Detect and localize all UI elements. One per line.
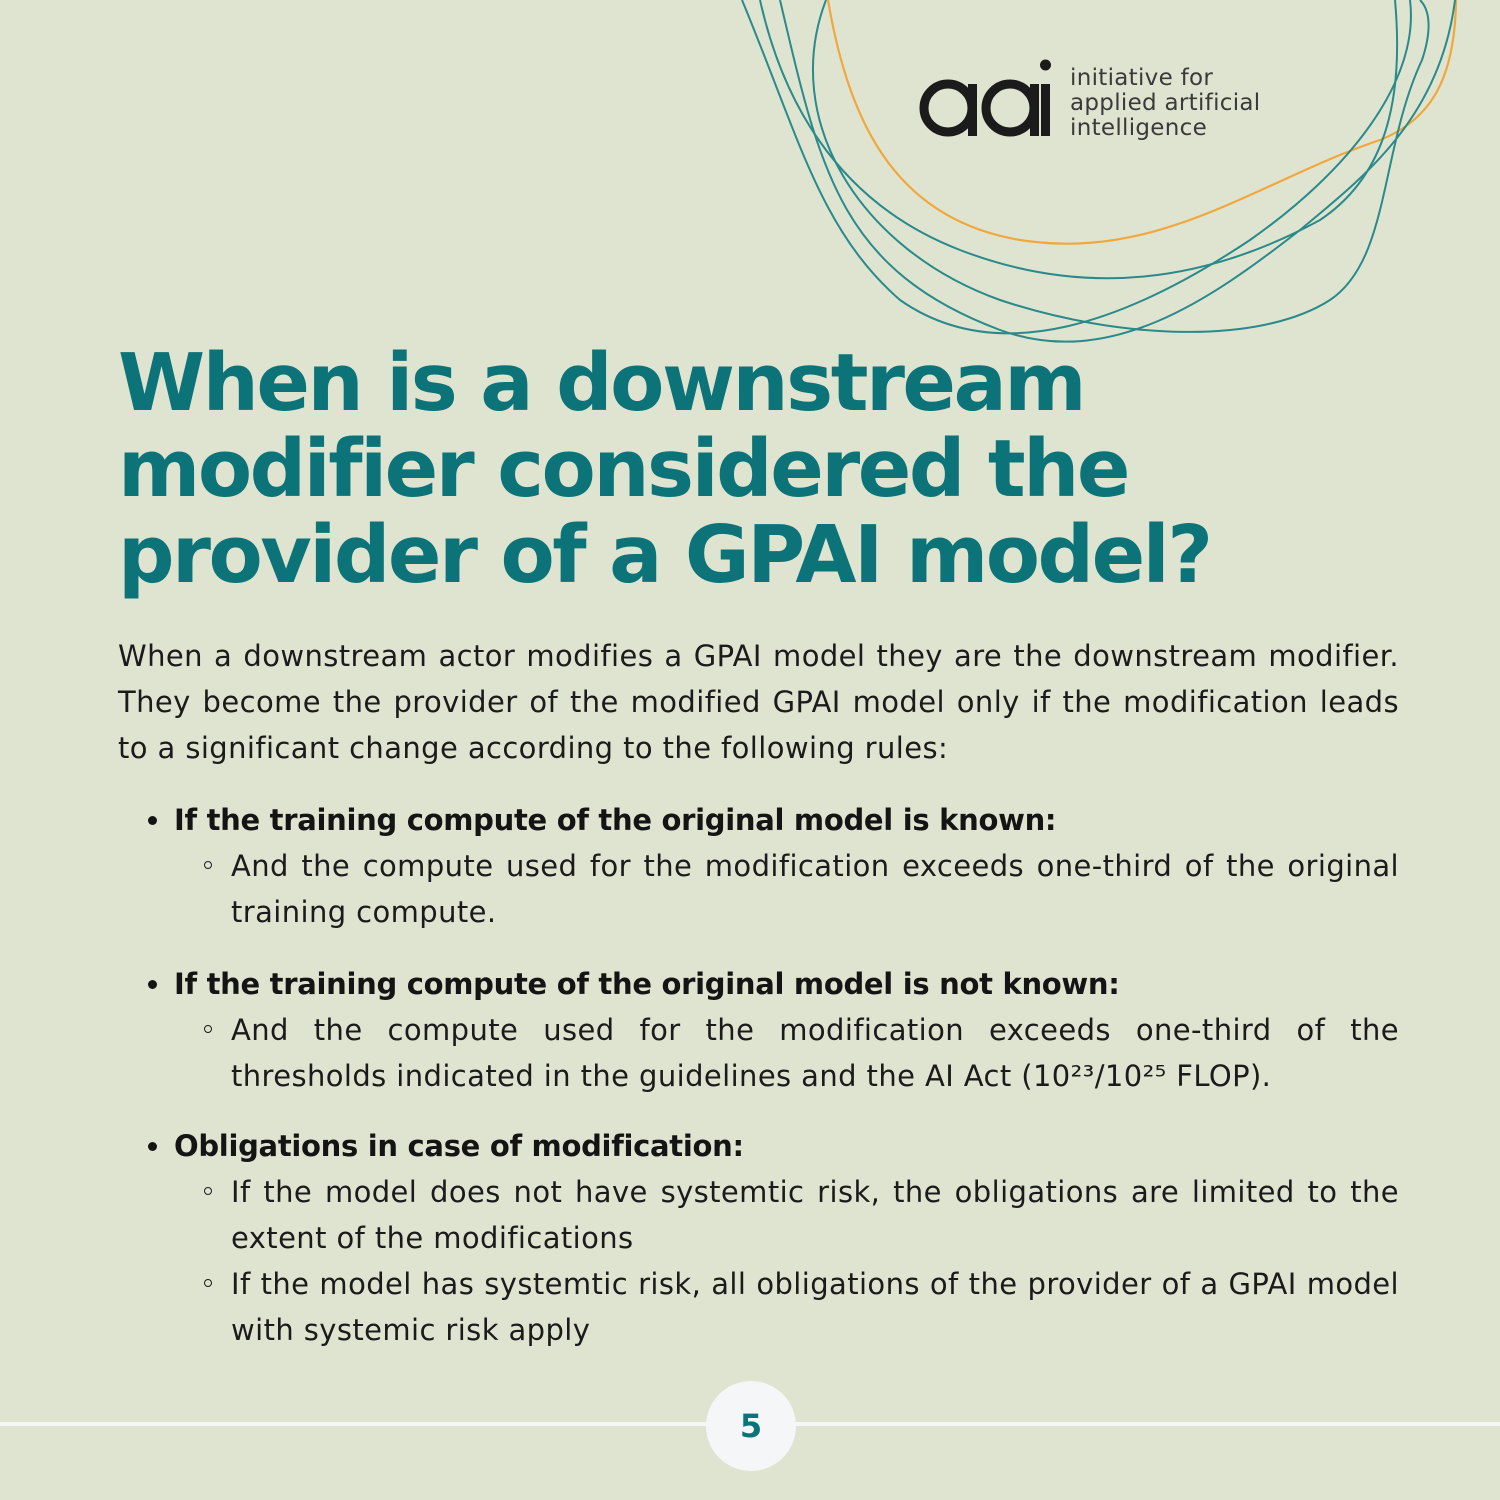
rule-unknown-compute: [146, 961, 1399, 1099]
curve-teal-4: [780, 0, 1455, 342]
title-line: When is a downstream: [118, 337, 1085, 429]
rule-heading: Obligations in case of modification:: [146, 1123, 1399, 1169]
title-line: provider of a GPAI model?: [118, 509, 1211, 601]
rule-subitem: And the compute used for the modification exceeds one-third of the thresholds indicated in the guidelines and the AI Act (10²³/10²⁵ FLOP).: [231, 1007, 1399, 1099]
rule-subitem: If the model does not have systemtic risk, the obligations are limited to the extent of the modifications: [231, 1169, 1399, 1261]
logo-line: applied artificial: [1070, 90, 1261, 116]
rule-subitem: If the model has systemtic risk, all obligations of the provider of a GPAI model with systemic risk apply: [231, 1261, 1399, 1353]
page-title: [118, 337, 1418, 601]
rule-obligations: [146, 1123, 1399, 1353]
logo-line: intelligence: [1070, 115, 1208, 141]
intro-paragraph: When a downstream actor modifies a GPAI model they are the downstream modifier. They become the provider of the modified GPAI model only if the modification leads to a significant change according to the following rules:: [118, 639, 1399, 765]
rule-known-compute: [146, 797, 1399, 935]
logo-line: initiative for: [1070, 65, 1214, 91]
rule-heading: If the training compute of the original model is known:: [146, 797, 1399, 843]
rule-subitem: And the compute used for the modification exceeds one-third of the original training compute.: [231, 843, 1399, 935]
title-line: modifier considered the: [118, 423, 1128, 515]
logo-wordmark: [1070, 66, 1261, 141]
rule-heading: If the training compute of the original model is not known:: [146, 961, 1399, 1007]
aai-logo: [916, 58, 1261, 141]
page-number-badge: 5: [706, 1381, 796, 1471]
aai-logo-mark: [916, 58, 1056, 140]
